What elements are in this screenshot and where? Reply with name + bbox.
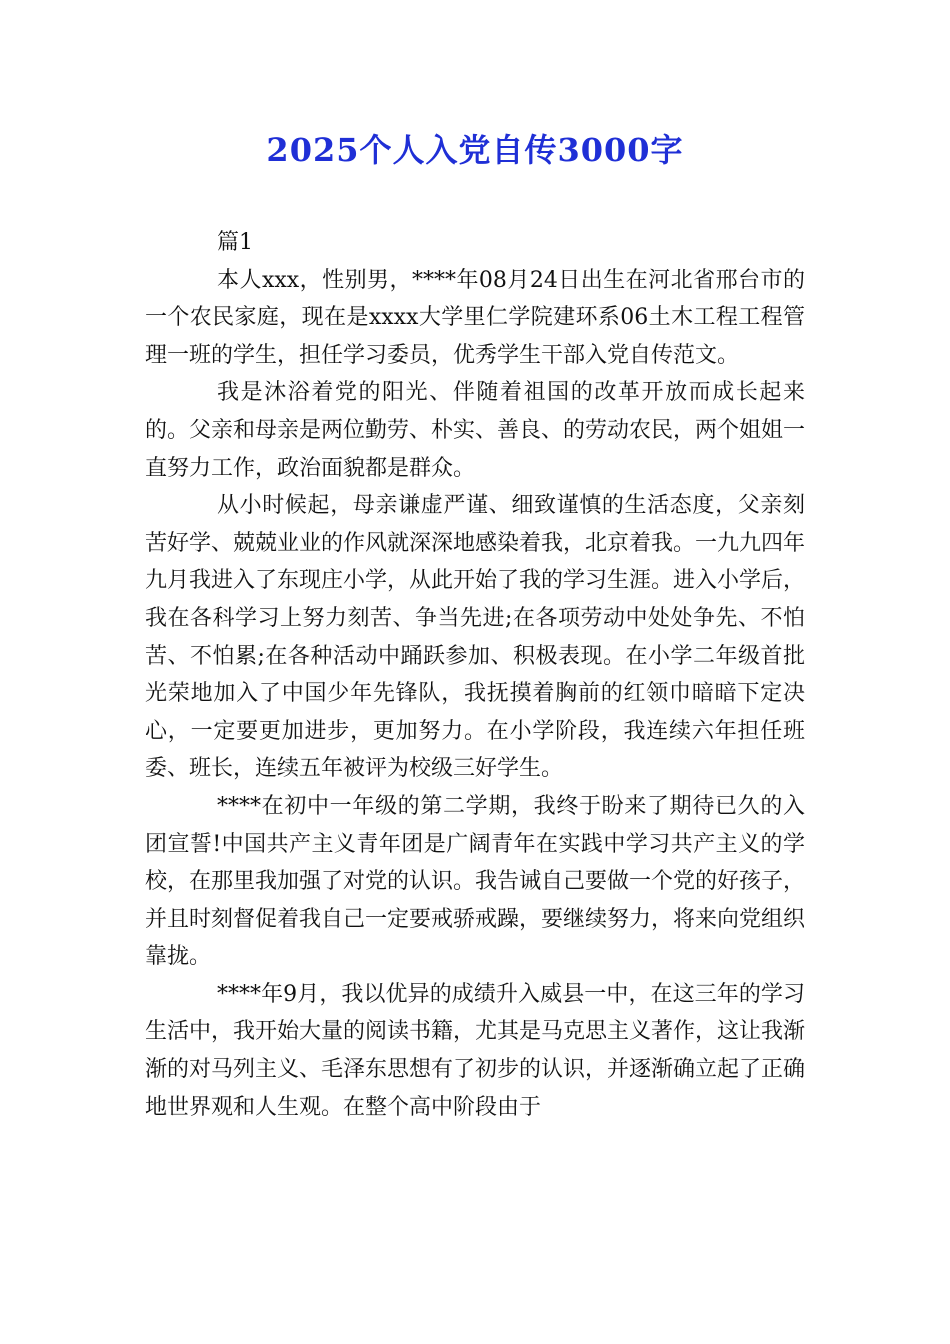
paragraph-5: ****年9月，我以优异的成绩升入威县一中，在这三年的学习生活中，我开始大量的阅读书籍，尤其是马克思主义著作，这让我渐渐的对马列主义、毛泽东思想有了初步的认识，并逐渐确立起了正确地世界观和人生观。在整个高中阶段由于 xyxy=(145,981,806,1120)
document-body xyxy=(145,224,805,1126)
paragraph-1: 本人xxx，性别男，****年08月24日出生在河北省邢台市的一个农民家庭，现在是xxxx大学里仁学院建环系06土木工程工程管理一班的学生，担任学习委员，优秀学生干部入党自传范文。 xyxy=(145,267,805,368)
section-label: 篇1 xyxy=(217,230,253,255)
paragraph-4: ****在初中一年级的第二学期，我终于盼来了期待已久的入团宣誓!中国共产主义青年团是广阔青年在实践中学习共产主义的学校，在那里我加强了对党的认识。我告诫自己要做一个党的好孩子，并且时刻督促着我自己一定要戒骄戒躁，要继续努力，将来向党组织靠拢。 xyxy=(145,793,806,970)
document-title: 2025个人入党自传3000字 xyxy=(266,131,684,169)
paragraph-2: 我是沐浴着党的阳光、伴随着祖国的改革开放而成长起来的。父亲和母亲是两位勤劳、朴实、善良、的劳动农民，两个姐姐一直努力工作，政治面貌都是群众。 xyxy=(145,380,806,481)
paragraph-3: 从小时候起，母亲谦虚严谨、细致谨慎的生活态度，父亲刻苦好学、兢兢业业的作风就深深地感染着我，北京着我。一九九四年九月我进入了东现庄小学，从此开始了我的学习生涯。进入小学后，我在各科学习上努力刻苦、争当先进;在各项劳动中处处争先、不怕苦、不怕累;在各种活动中踊跃参加、积极表现。在小学二年级首批光荣地加入了中国少年先锋队，我抚摸着胸前的红领巾暗暗下定决心，一定要更加进步，更加努力。在小学阶段，我连续六年担任班委、班长，连续五年被评为校级三好学生。 xyxy=(145,493,806,782)
